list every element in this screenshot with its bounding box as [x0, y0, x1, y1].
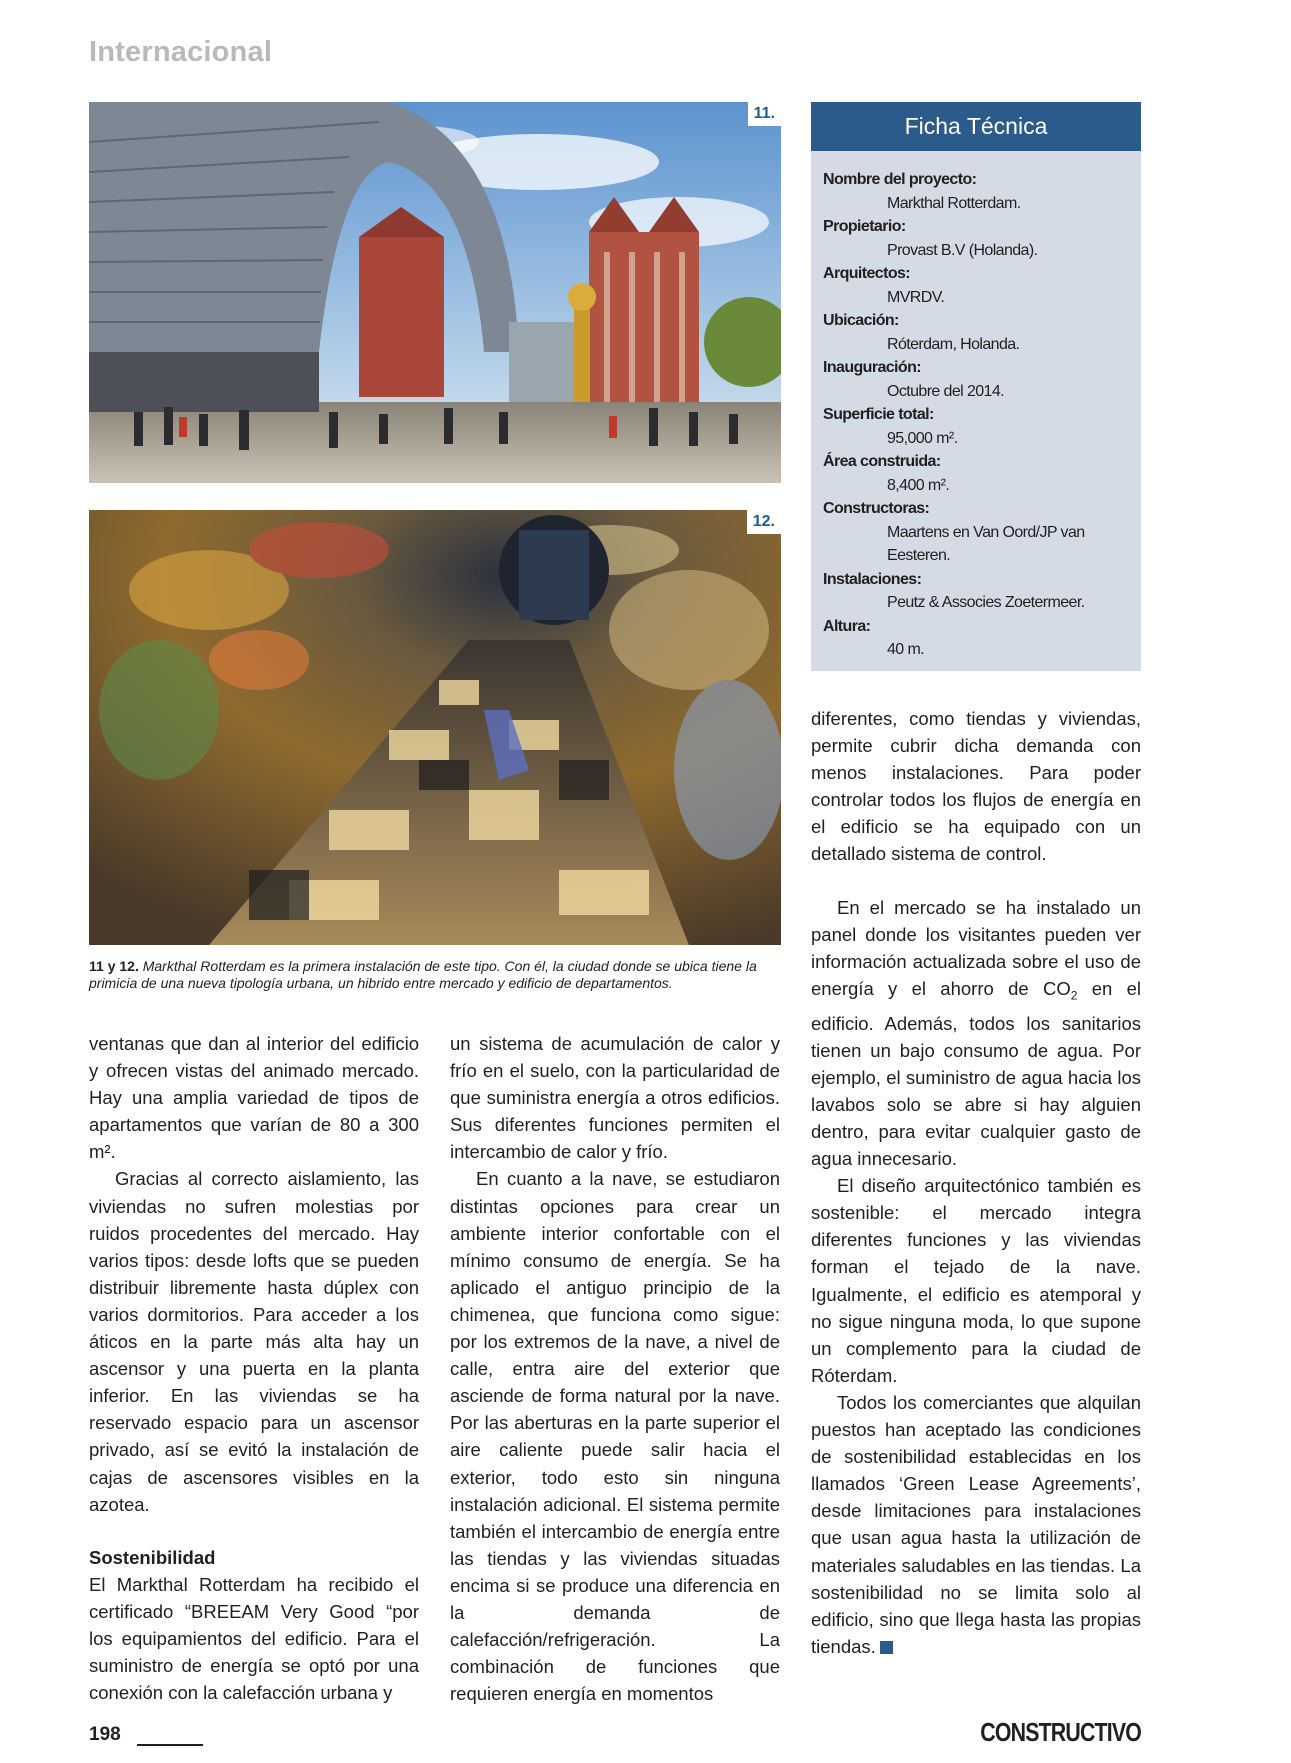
paragraph: El Markthal Rotterdam ha recibido el certificado “BREEAM Very Good “por los equipamientos del edificio. Para el suministro de energía se optó por una conexión con la calefacción urbana y [89, 1573, 419, 1704]
ficha-row [823, 168, 1129, 215]
section-title: Internacional [89, 36, 273, 68]
ficha-row [823, 403, 1129, 450]
subheading-sostenibilidad: Sostenibilidad [89, 1546, 216, 1568]
ficha-label: Superficie total: [823, 406, 934, 423]
ficha-row [823, 568, 1129, 615]
ficha-value: Provast B.V (Holanda). [887, 241, 1038, 259]
magazine-brand: CONSTRUCTIVO [980, 1717, 1141, 1747]
article-column-2 [450, 1030, 780, 1707]
ficha-label: Ubicación: [823, 312, 899, 329]
paragraph: diferentes, como tiendas y viviendas, permite cubrir dicha demanda con menos instalaciones. Para poder controlar todos los flujos de energía en el edificio se ha equipado con un detallado sistema de control. [811, 708, 1141, 865]
photo-caption [89, 958, 779, 992]
end-mark-icon [880, 1641, 893, 1654]
photo-markthal-exterior [89, 102, 781, 483]
ficha-value: MVRDV. [887, 288, 945, 306]
paragraph [811, 1389, 1141, 1660]
paragraph: ventanas que dan al interior del edificio y ofrecen vistas del animado mercado. Hay una amplia variedad de tipos de apartamentos que varían de 80 a 300 m². [89, 1033, 419, 1163]
ficha-row [823, 356, 1129, 403]
text-run: Todos los comerciantes que alquilan puestos han aceptado las condiciones de sostenibilidad establecidas en los llamados ‘Green Lease Agreements’, desde limitaciones para instalaciones que usan agua hasta la utilización de materiales saludables en las tiendas. La sostenibilidad no se limita solo al edificio, sino que llega hasta las propias tiendas. [811, 1391, 1141, 1657]
caption-ref: 11 y 12. [89, 958, 139, 974]
ficha-row [823, 309, 1129, 356]
ficha-value: 8,400 m². [887, 476, 950, 494]
text-run: En el mercado se ha instalado un panel donde los visitantes pueden ver información actualizada sobre el uso de energía y el ahorro de CO [811, 896, 1141, 999]
ficha-list [811, 151, 1141, 662]
ficha-value: Octubre del 2014. [887, 382, 1004, 400]
article-column-3 [811, 705, 1141, 1660]
ficha-label: Instalaciones: [823, 570, 922, 588]
paragraph: En cuanto a la nave, se estudiaron distintas opciones para crear un ambiente interior confortable con el mínimo consumo de energía. Se ha aplicado el antiguo principio de la chimenea, que funciona como sigue: por los extremos de la nave, a nivel de calle, entra aire del exterior que asciende de forma natural por la nave. Por las aberturas en la parte superior el aire caliente puede salir hacia el exterior, todo esto sin ninguna instalación adicional. El sistema permite también el intercambio de energía entre las tiendas y las viviendas situadas encima si se produce una diferencia en la demanda de calefacción/refrigeración. La combinación de funciones que requieren energía en momentos [450, 1168, 780, 1705]
ficha-value: Peutz & Associes Zoetermeer. [887, 594, 1085, 611]
ficha-label: Nombre del proyecto: [823, 171, 977, 188]
subscript: 2 [1070, 988, 1078, 1003]
ficha-label: Altura: [823, 617, 871, 635]
ficha-label: Arquitectos: [823, 265, 911, 282]
article-column-1 [89, 1030, 419, 1706]
ficha-value: Róterdam, Holanda. [887, 335, 1020, 353]
paragraph [811, 894, 1141, 1173]
page-number-rule [137, 1744, 203, 1746]
ficha-row [823, 497, 1129, 568]
caption-text: Markthal Rotterdam es la primera instalación de este tipo. Con él, la ciudad donde se ubica tiene la primicia de una nueva tipología urbana, un hibrido entre mercado y edificio de departamentos. [89, 958, 757, 991]
ficha-row [823, 215, 1129, 262]
ficha-title: Ficha Técnica [811, 102, 1141, 151]
paragraph: Gracias al correcto aislamiento, las viviendas no sufren molestias por ruidos procedentes del mercado. Hay varios tipos: desde lofts que se pueden distribuir libremente hasta dúplex con varios dormitorios. Para acceder a los áticos en la parte más alta hay un ascensor y una puerta en la planta inferior. En las viviendas se ha reservado espacio para un ascensor privado, así se evitó la instalación de cajas de ascensores visibles en la azotea. [89, 1168, 419, 1515]
ficha-value: Markthal Rotterdam. [887, 194, 1021, 212]
ficha-row [823, 615, 1129, 662]
paragraph: El diseño arquitectónico también es sostenible: el mercado integra diferentes funciones y las viviendas forman el tejado de la nave. Igualmente, el edificio es atemporal y no sigue ninguna moda, lo que supone un complemento para la ciudad de Róterdam. [811, 1175, 1141, 1386]
ficha-label: Inauguración: [823, 359, 921, 376]
photo-markthal-interior [89, 510, 781, 945]
ficha-label: Área construida: [823, 453, 941, 470]
photo-number-11: 11. [748, 102, 781, 126]
ficha-label: Propietario: [823, 218, 906, 235]
ficha-value: Maartens en Van Oord/JP van Eesteren. [887, 523, 1085, 564]
ficha-row [823, 262, 1129, 309]
ficha-label: Constructoras: [823, 500, 930, 517]
page-number: 198 [89, 1724, 121, 1745]
ficha-value: 95,000 m². [887, 429, 958, 447]
text-run: en el edificio. Además, todos los sanitarios tienen un bajo consumo de agua. Por ejemplo, el suministro de agua hacia los lavabos solo se abre si hay alguien dentro, para evitar cualquier gasto de agua innecesario. [811, 977, 1141, 1170]
ficha-value: 40 m. [887, 641, 925, 658]
ficha-row [823, 450, 1129, 497]
photo-number-12: 12. [747, 510, 781, 534]
ficha-tecnica-box [811, 102, 1141, 671]
paragraph: un sistema de acumulación de calor y frío en el suelo, con la particularidad de que suministra energía a otros edificios. Sus diferentes funciones permiten el intercambio de calor y frío. [450, 1033, 780, 1163]
